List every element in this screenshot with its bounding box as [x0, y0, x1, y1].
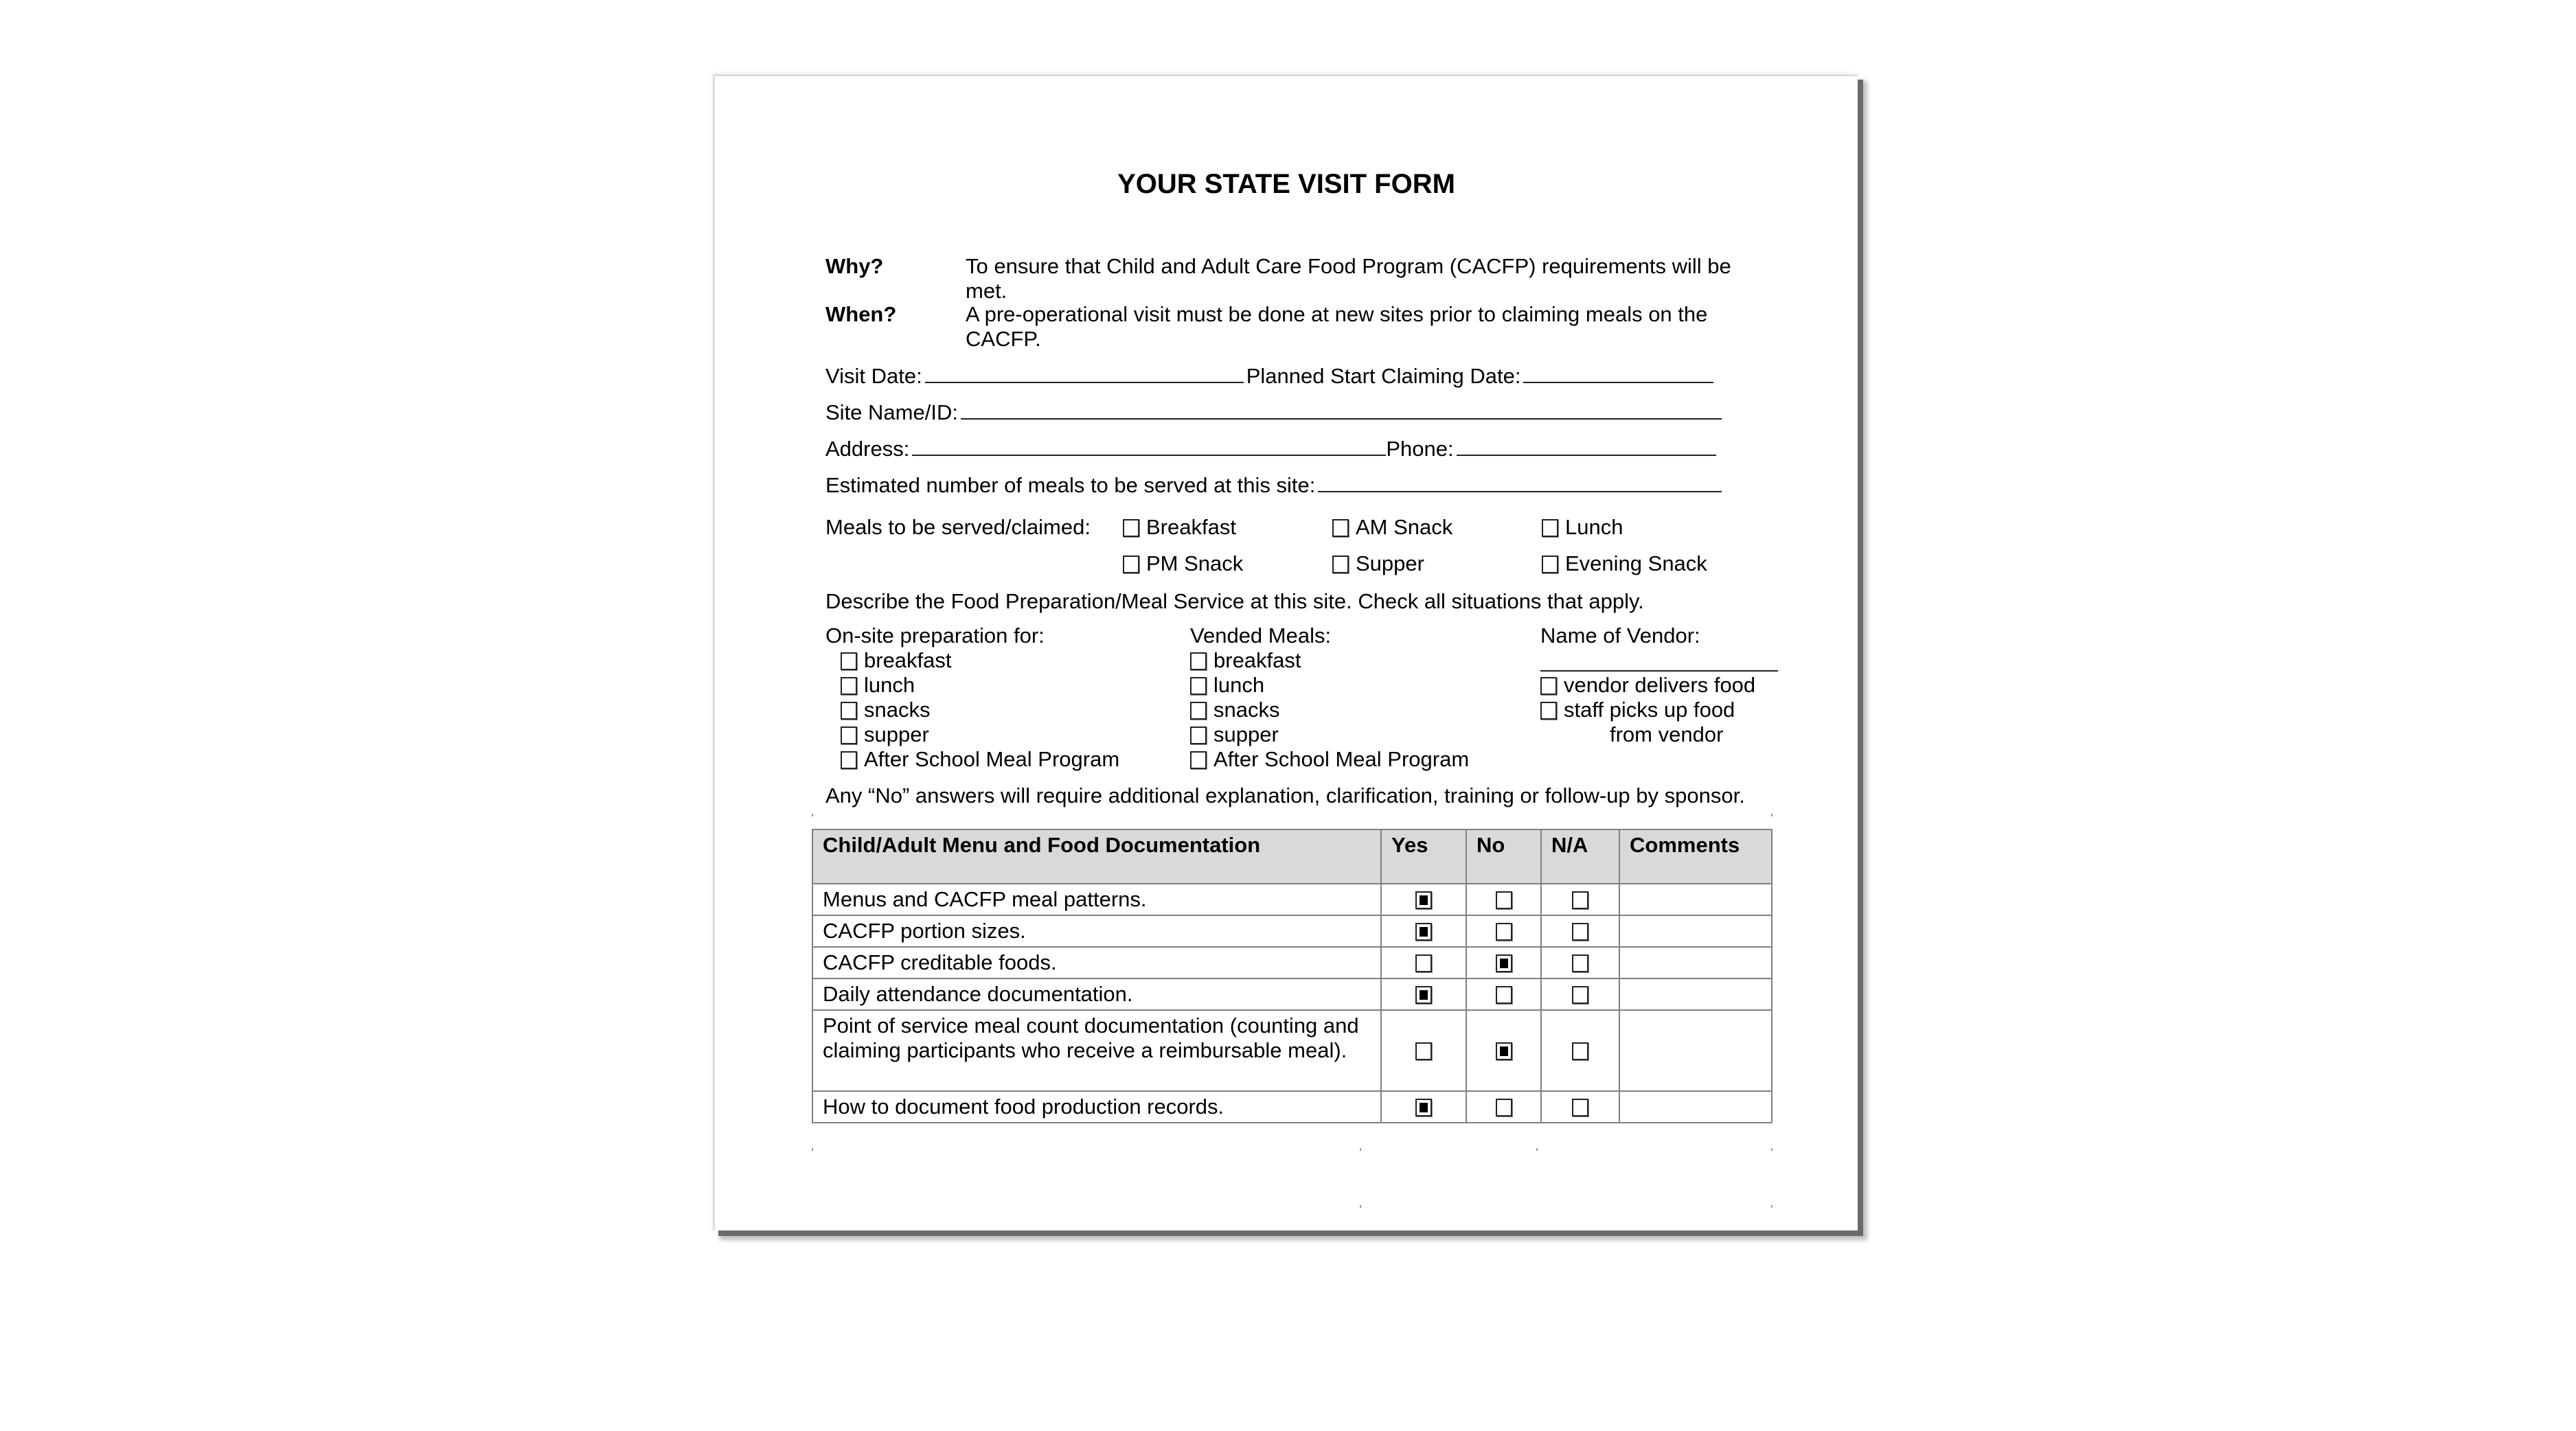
answer-cell-na	[1541, 884, 1619, 915]
staff-picks-up-continuation: from vendor	[1610, 722, 1724, 746]
checkbox[interactable]	[1190, 751, 1207, 769]
table-row	[812, 915, 1772, 947]
checkbox[interactable]	[1540, 702, 1557, 720]
meal-option-am-snack[interactable]	[1332, 515, 1452, 540]
page-title: YOUR STATE VISIT FORM	[1117, 169, 1455, 199]
option-label: vendor delivers food	[1564, 673, 1756, 697]
checked-box-icon[interactable]	[1415, 1099, 1432, 1117]
question-cell: Point of service meal count documentation (counting and claiming participants who receive a reimbursable meal).	[812, 1010, 1381, 1091]
answer-cell-no	[1466, 1010, 1541, 1091]
vended-lunch[interactable]	[1190, 673, 1264, 698]
when-text-line1: A pre-operational visit must be done at new sites prior to claiming meals on the	[966, 302, 1708, 326]
option-label: AM Snack	[1356, 515, 1453, 539]
staff-picks-up-food[interactable]	[1540, 698, 1735, 722]
tick-mark	[812, 1148, 813, 1151]
checkbox[interactable]	[1540, 677, 1557, 695]
table-row	[812, 978, 1772, 1010]
answer-cell-yes	[1381, 978, 1466, 1010]
option-label: PM Snack	[1146, 551, 1244, 575]
visit-date-label: Visit Date:	[825, 364, 922, 388]
unchecked-box-icon[interactable]	[1496, 1099, 1512, 1117]
vendor-delivers-food[interactable]	[1540, 673, 1755, 698]
meal-option-pm-snack[interactable]	[1123, 551, 1243, 576]
header-comments: Comments	[1619, 829, 1772, 884]
checked-box-icon[interactable]	[1415, 923, 1432, 941]
checkbox[interactable]	[1542, 556, 1558, 573]
comment-cell[interactable]	[1619, 915, 1772, 947]
comment-cell[interactable]	[1619, 1091, 1772, 1123]
unchecked-box-icon[interactable]	[1572, 923, 1588, 941]
vended-after-school[interactable]	[1190, 747, 1469, 772]
documentation-table	[812, 829, 1773, 1123]
unchecked-box-icon[interactable]	[1496, 923, 1512, 941]
checkbox[interactable]	[841, 726, 857, 744]
checkbox[interactable]	[1190, 652, 1207, 670]
describe-instruction: Describe the Food Preparation/Meal Service at this site. Check all situations that apply.	[825, 589, 1644, 613]
question-cell: Menus and CACFP meal patterns.	[812, 884, 1381, 915]
option-label: snacks	[1213, 698, 1280, 722]
meal-option-evening-snack[interactable]	[1542, 551, 1707, 576]
address-row	[825, 435, 1719, 461]
option-label: Lunch	[1565, 515, 1623, 539]
visit-date-field[interactable]	[925, 363, 1244, 383]
question-cell: Daily attendance documentation.	[812, 978, 1381, 1010]
comment-cell[interactable]	[1619, 1010, 1772, 1091]
unchecked-box-icon[interactable]	[1572, 891, 1588, 909]
option-label: Breakfast	[1146, 515, 1236, 539]
onsite-snacks[interactable]	[841, 698, 930, 722]
checkbox[interactable]	[1190, 726, 1207, 744]
answer-cell-no	[1466, 947, 1541, 978]
onsite-breakfast[interactable]	[841, 648, 952, 673]
question-cell: CACFP portion sizes.	[812, 915, 1381, 947]
answer-cell-yes	[1381, 1010, 1466, 1091]
checked-box-icon[interactable]	[1496, 954, 1512, 972]
planned-start-field[interactable]	[1523, 363, 1713, 383]
vended-header: Vended Meals:	[1190, 623, 1332, 648]
header-no: No	[1466, 829, 1541, 884]
checkbox[interactable]	[1190, 677, 1207, 695]
tick-mark	[1360, 1205, 1361, 1208]
site-name-field[interactable]	[961, 399, 1722, 420]
tick-mark	[812, 814, 813, 816]
address-field[interactable]	[912, 435, 1386, 456]
tick-mark	[1536, 1148, 1538, 1151]
unchecked-box-icon[interactable]	[1572, 1099, 1588, 1117]
unchecked-box-icon[interactable]	[1572, 954, 1588, 972]
option-label: supper	[1213, 722, 1279, 746]
planned-start-label: Planned Start Claiming Date:	[1246, 364, 1521, 388]
checkbox[interactable]	[841, 702, 857, 720]
onsite-lunch[interactable]	[841, 673, 915, 698]
vended-breakfast[interactable]	[1190, 648, 1301, 673]
checkbox[interactable]	[841, 677, 857, 695]
meal-option-supper[interactable]	[1332, 551, 1424, 576]
answer-cell-na	[1541, 1010, 1619, 1091]
answer-cell-no	[1466, 1091, 1541, 1123]
estimated-meals-label: Estimated number of meals to be served at this site:	[825, 473, 1316, 497]
answer-cell-yes	[1381, 947, 1466, 978]
unchecked-box-icon[interactable]	[1415, 1042, 1432, 1060]
answer-cell-na	[1541, 947, 1619, 978]
meal-option-lunch[interactable]	[1542, 515, 1623, 540]
no-answers-notice: Any “No” answers will require additional explanation, clarification, training or follow-up by sponsor.	[825, 783, 1745, 808]
unchecked-box-icon[interactable]	[1496, 891, 1512, 909]
phone-label: Phone:	[1386, 437, 1454, 461]
answer-cell-na	[1541, 978, 1619, 1010]
checkbox[interactable]	[1123, 556, 1139, 573]
unchecked-box-icon[interactable]	[1572, 1042, 1588, 1060]
question-cell: CACFP creditable foods.	[812, 947, 1381, 978]
comment-cell[interactable]	[1619, 978, 1772, 1010]
option-label: lunch	[1213, 673, 1265, 697]
option-label: After School Meal Program	[1213, 747, 1470, 771]
unchecked-box-icon[interactable]	[1415, 954, 1432, 972]
onsite-supper[interactable]	[841, 722, 929, 747]
table-row	[812, 884, 1772, 915]
answer-cell-na	[1541, 1091, 1619, 1123]
when-label: When?	[825, 302, 897, 326]
unchecked-box-icon[interactable]	[1496, 986, 1512, 1004]
question-cell: How to document food production records.	[812, 1091, 1381, 1123]
option-label: breakfast	[1213, 648, 1301, 672]
answer-cell-yes	[1381, 884, 1466, 915]
option-label: breakfast	[864, 648, 952, 672]
checkbox[interactable]	[841, 652, 857, 670]
why-text-line2: met.	[966, 279, 1007, 303]
tick-mark	[1771, 1148, 1773, 1151]
when-text-line2: CACFP.	[966, 327, 1041, 351]
answer-cell-no	[1466, 884, 1541, 915]
answer-cell-no	[1466, 915, 1541, 947]
why-text-line1: To ensure that Child and Adult Care Food Program (CACFP) requirements will be	[966, 254, 1731, 278]
vendor-header: Name of Vendor:	[1540, 623, 1700, 648]
tick-mark	[1771, 1205, 1773, 1208]
header-na: N/A	[1541, 829, 1619, 884]
table-row	[812, 947, 1772, 978]
tick-mark	[1771, 814, 1773, 816]
visit-date-row	[825, 363, 1716, 389]
table-header-row	[812, 829, 1772, 884]
meal-option-breakfast[interactable]	[1123, 515, 1236, 540]
checked-box-icon[interactable]	[1496, 1042, 1512, 1060]
comment-cell[interactable]	[1619, 947, 1772, 978]
answer-cell-yes	[1381, 1091, 1466, 1123]
vended-snacks[interactable]	[1190, 698, 1279, 722]
checkbox[interactable]	[1332, 519, 1349, 537]
estimated-meals-field[interactable]	[1318, 472, 1722, 492]
vendor-name-field[interactable]	[1540, 651, 1778, 672]
answer-cell-yes	[1381, 915, 1466, 947]
form-page	[713, 74, 1858, 1230]
meals-label: Meals to be served/claimed:	[825, 515, 1091, 539]
tick-mark	[1360, 1148, 1361, 1151]
comment-cell[interactable]	[1619, 884, 1772, 915]
option-label: snacks	[864, 698, 931, 722]
option-label: Supper	[1356, 551, 1424, 575]
unchecked-box-icon[interactable]	[1572, 986, 1588, 1004]
table-row	[812, 1010, 1772, 1091]
checkbox[interactable]	[1123, 519, 1139, 537]
checkbox[interactable]	[1190, 702, 1207, 720]
answer-cell-no	[1466, 978, 1541, 1010]
checkbox[interactable]	[1332, 556, 1349, 573]
checkbox[interactable]	[841, 751, 857, 769]
checked-box-icon[interactable]	[1415, 891, 1432, 909]
onsite-after-school[interactable]	[841, 747, 1119, 772]
table-row	[812, 1091, 1772, 1123]
checkbox[interactable]	[1542, 519, 1558, 537]
option-label: After School Meal Program	[864, 747, 1120, 771]
header-question: Child/Adult Menu and Food Documentation	[812, 829, 1381, 884]
phone-field[interactable]	[1457, 435, 1716, 456]
onsite-header: On-site preparation for:	[825, 623, 1045, 648]
answer-cell-na	[1541, 915, 1619, 947]
address-label: Address:	[825, 437, 910, 461]
option-label: supper	[864, 722, 929, 746]
checked-box-icon[interactable]	[1415, 986, 1432, 1004]
option-label: staff picks up food	[1564, 698, 1735, 722]
estimated-meals-row	[825, 472, 1724, 498]
why-label: Why?	[825, 254, 884, 278]
site-name-label: Site Name/ID:	[825, 400, 958, 424]
header-yes: Yes	[1381, 829, 1466, 884]
site-name-row	[825, 399, 1724, 425]
option-label: Evening Snack	[1565, 551, 1707, 575]
vended-supper[interactable]	[1190, 722, 1279, 747]
option-label: lunch	[864, 673, 915, 697]
